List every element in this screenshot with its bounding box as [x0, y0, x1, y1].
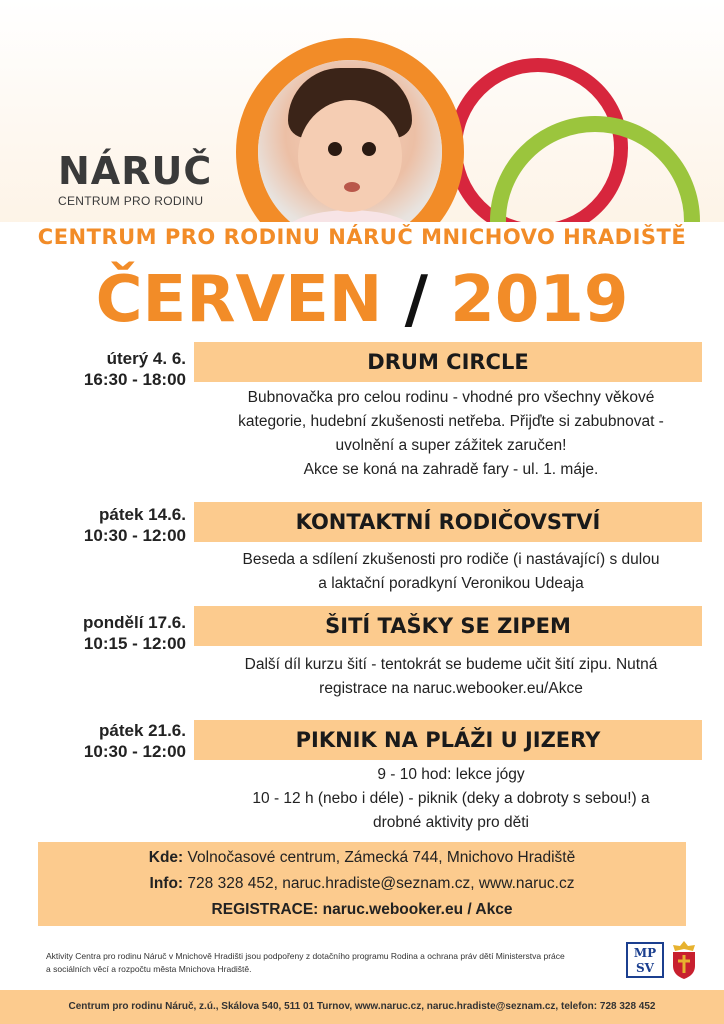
year: 2019 [450, 263, 629, 337]
logo-subtitle: CENTRUM PRO RODINU [58, 194, 204, 208]
event-day: pátek 21.6. [99, 721, 186, 740]
event-when [36, 348, 186, 390]
info-box [38, 842, 686, 926]
event-title: ŠITÍ TAŠKY SE ZIPEM [194, 606, 702, 646]
description-line: Bubnovačka pro celou rodinu - vhodné pro všechny věkové [247, 389, 655, 406]
event-title: PIKNIK NA PLÁŽI U JIZERY [194, 720, 702, 760]
event-description [194, 763, 708, 835]
month-separator: / [404, 263, 429, 337]
registration-text: REGISTRACE: naruc.webooker.eu / Akce [211, 901, 513, 918]
month-name: ČERVEN [95, 263, 383, 337]
funding-footnote: Aktivity Centra pro rodinu Náruč v Mnichově Hradišti jsou podpořeny z dotačního programu Rodina a ochrana práv dětí Ministerstva práce a sociálních věcí a rozpočtu města Mnichova Hradiště. [46, 951, 565, 974]
description-line: Akce se koná na zahradě fary - ul. 1. máje. [303, 461, 599, 478]
info-value: 728 328 452, naruc.hradiste@seznam.cz, www.naruc.cz [187, 875, 575, 892]
event-time: 10:30 - 12:00 [83, 526, 186, 545]
description-line: a laktační poradkyní Veronikou Udeaja [318, 575, 584, 592]
event-title: DRUM CIRCLE [194, 342, 702, 382]
organization-title: CENTRUM PRO RODINU NÁRUČ MNICHOVO HRADIŠTĚ [37, 225, 687, 249]
event-time: 10:30 - 12:00 [83, 742, 186, 761]
mpsv-logo-line: SV [636, 961, 654, 975]
description-line: uvolnění a super zážitek zaručen! [335, 437, 567, 454]
town-crest-icon [669, 940, 699, 980]
event-time: 10:15 - 12:00 [83, 634, 186, 653]
logo-name: NÁRUČ [58, 149, 213, 193]
mpsv-logo-line: MP [633, 946, 657, 960]
event-when [36, 504, 186, 546]
info-label: Info: [149, 875, 184, 892]
description-line: Beseda a sdílení zkušenosti pro rodiče (i nastávající) s dulou [242, 551, 660, 568]
where-label: Kde: [148, 849, 184, 866]
event-day: pátek 14.6. [99, 505, 186, 524]
event-description [194, 548, 708, 596]
mpsv-logo [626, 942, 664, 978]
description-line: 10 - 12 h (nebo i déle) - piknik (deky a dobroty s sebou!) a [252, 790, 650, 807]
info-contact [38, 871, 686, 897]
event-title: KONTAKTNÍ RODIČOVSTVÍ [194, 502, 702, 542]
naruc-logo [58, 150, 218, 208]
description-line: Další díl kurzu šití - tentokrát se budeme učit šití zipu. Nutná [244, 656, 658, 673]
description-line: drobné aktivity pro děti [373, 814, 529, 831]
footer-contact-bar: Centrum pro rodinu Náruč, z.ú., Skálova 540, 511 01 Turnov, www.naruc.cz, naruc.hradiste@seznam.cz, telefon: 728 328 452 [0, 990, 724, 1024]
description-line: kategorie, hudební zkušenosti netřeba. Přijďte si zabubnovat - [238, 413, 664, 430]
event-description [194, 386, 708, 482]
description-line: 9 - 10 hod: lekce jógy [377, 766, 525, 783]
event-when [36, 720, 186, 762]
month-heading [0, 264, 724, 336]
info-where [38, 845, 686, 871]
event-time: 16:30 - 18:00 [83, 370, 186, 389]
event-day: úterý 4. 6. [106, 349, 186, 368]
where-value: Volnočasové centrum, Zámecká 744, Mnichovo Hradiště [187, 849, 576, 866]
event-day: pondělí 17.6. [83, 613, 186, 632]
event-description [194, 653, 708, 701]
child-photo [258, 60, 442, 244]
event-when [36, 612, 186, 654]
description-line: registrace na naruc.webooker.eu/Akce [319, 680, 583, 697]
